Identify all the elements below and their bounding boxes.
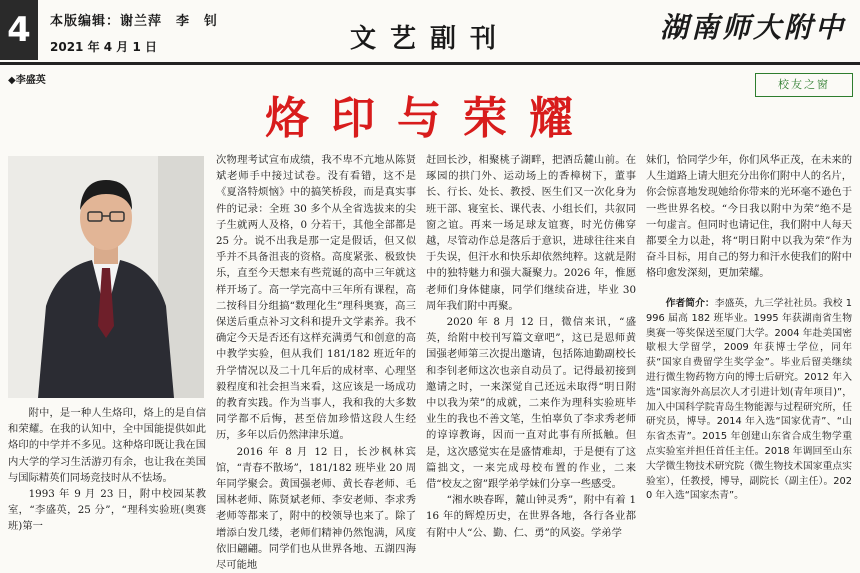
author-bio — [646, 297, 852, 504]
issue-date: 2021 年 4 月 1 日 — [50, 40, 157, 54]
paragraph: “湘水映春晖，麓山钟灵秀”，附中有着 116 年的辉煌历史，在世界各地，各行各业都有附中人“公、勤、仁、勇”的风姿。学弟学 — [426, 494, 636, 539]
page-header — [0, 0, 860, 62]
paragraph: 次物理考试宣布成绩，我不卑不亢地从陈贤斌老师手中接过试卷。没有看错，这不是《夏洛特烦恼》中的搞笑桥段，而是真实事件的记录：全班 30 多个从全省选拔来的尖子生就两人及格，0 分若干，其他全部都是 25 分。说不出我是那一定是假话，但又似乎并不具备沮丧的资格。高度紧张、极致快乐，直至今天想来有些荒诞的高中三年就这样开场了。高一学完高中三年所有课程，高二按科目分组搞“数理化生”理科奥赛，高三保送后重点补习文科和提升文学素养。我不确定今天是否还有这样充满勇气和创意的高中教学实验，但从我们 181/182 班近年的升学情况以及二十几年后的成材率、心理坚毅程度和社会担当来看，这应该是一场成功的教育实践。作为当事人，我和我的大多数同学都不后悔，甚至倍加珍惜这段人生经历，多年以后仍然津津乐道。 — [216, 154, 416, 442]
masthead-logo: 湖南师大附中 — [659, 11, 846, 44]
article-column-3 — [426, 152, 636, 541]
paragraph: 附中，是一种人生烙印，烙上的是自信和荣耀。在我的认知中，全中国能提供如此烙印的中学并不多见。这种烙印既让我在国内大学的学习生活游刃有余，也让我在美国与国际精英们同场竞技时从不怯场。 — [8, 407, 206, 484]
paragraph: 2020 年 8 月 12 日，微信来讯，“盛英，给附中校刊写篇文章吧”，这已是恩师黄国强老师第三次提出邀请，包括陈迪勤副校长和李钊老师这次也亲自动员了。记得最初接到邀请之时，一来深觉自己还远未取得“明日附中以我为荣”的成就，二来作为理科实验班毕业生的我也不善文笔，生怕辜负了李求秀老师的谆谆教诲，因而一直对此事有所抵触。但是，这次感觉实在是盛情难却，于是便有了这篇拙文，一来完成母校布置的作业，二来借“校友之窗”跟学弟学妹们分享一些感受。 — [426, 316, 636, 491]
article-column-1 — [8, 405, 206, 535]
paragraph: 2016 年 8 月 12 日，长沙枫林宾馆，“青春不散场”，181/182 班毕业 20 周年同学聚会。黄国强老师、黄长春老师、毛国林老师、陈贤斌老师、李安老师、李求秀老师等都来了，附中的校领导也来了。除了增添白发几缕，老师们精神仍然饱满，风度依旧翩翩。同学们也从世界各地、五湖四海尽可能地 — [216, 445, 416, 572]
bio-label: 作者简介： — [665, 298, 715, 309]
paragraph: 妹们，恰同学少年，你们风华正茂，在未来的人生道路上请大胆充分出你们附中人的名片，你会惊喜地发现她给你带来的光环毫不逊色于一些世界名校。“今日我以附中为荣”绝不是一句虚言。但同时也请记住，我们附中人每天都要全力以赴，将“明日附中以我为荣”作为奋斗目标，用自己的努力和汗水使我们的附中格印愈发深刻，更加荣耀。 — [646, 154, 852, 280]
portrait-illustration — [8, 156, 204, 398]
article-title: 烙印与荣耀 — [265, 93, 595, 144]
editors-line: 本版编辑：谢兰萍 李 钊 — [50, 14, 219, 29]
header-rule — [0, 62, 860, 65]
section-title: 文艺副刊 — [349, 24, 510, 54]
page-number: 4 — [0, 0, 38, 60]
article-column-4 — [646, 152, 852, 282]
bio-text: 李盛英，九三学社社员。我校 1996 届高 182 班毕业。1995 年获湖南省生物奥赛一等奖保送至厦门大学。2004 年赴美国密歇根大学留学，2009 年获博士学位，同年获“国家自费留学生奖学金”。毕业后留美继续进行微生物药物方向的博士后研究。2012 年入选“国家海外高层次人才引进计划(青年项目)”，加入中国科学院青岛生物能源与过程研究所，任研究员，博导。2014 年入选“国家优青”、“山东省杰青”。2015 年创建山东省合成生物学重点实验室并担任首任主任。2018 年调回至山东大学微生物技术研究院（微生物技术国家重点实验室），任教授，博导，副院长（副主任）。2020 年入选“国家杰青”。 — [646, 298, 852, 502]
paragraph: 1993 年 9 月 23 日，附中校园某教室，“李盛英，25 分”，“理科实验班(奥赛班)第一 — [8, 488, 206, 533]
column-stamp: 校友之窗 — [755, 73, 853, 97]
author-photo — [8, 156, 204, 398]
paragraph: 赶回长沙，相聚桃子湖畔，把酒岳麓山前。在琢园的拱门外、运动场上的香樟树下，董事长、行长、处长、教授、医生们又一次化身为班干部、寝室长、课代表、小组长们，共叙同窗之谊。再来一场足球友谊赛，时光仿佛穿越，尽管动作总是落后于意识，进球往往来自于失误，但汗水和快乐却依然纯粹。这就是附中的独特魅力和强大凝聚力。2026 年，惟愿老师们身体健康，同学们继续奋进，毕业 30 周年我们附中再聚。 — [426, 154, 636, 312]
article-column-2 — [216, 152, 416, 573]
author-byline: ◆李盛英 — [8, 75, 46, 86]
